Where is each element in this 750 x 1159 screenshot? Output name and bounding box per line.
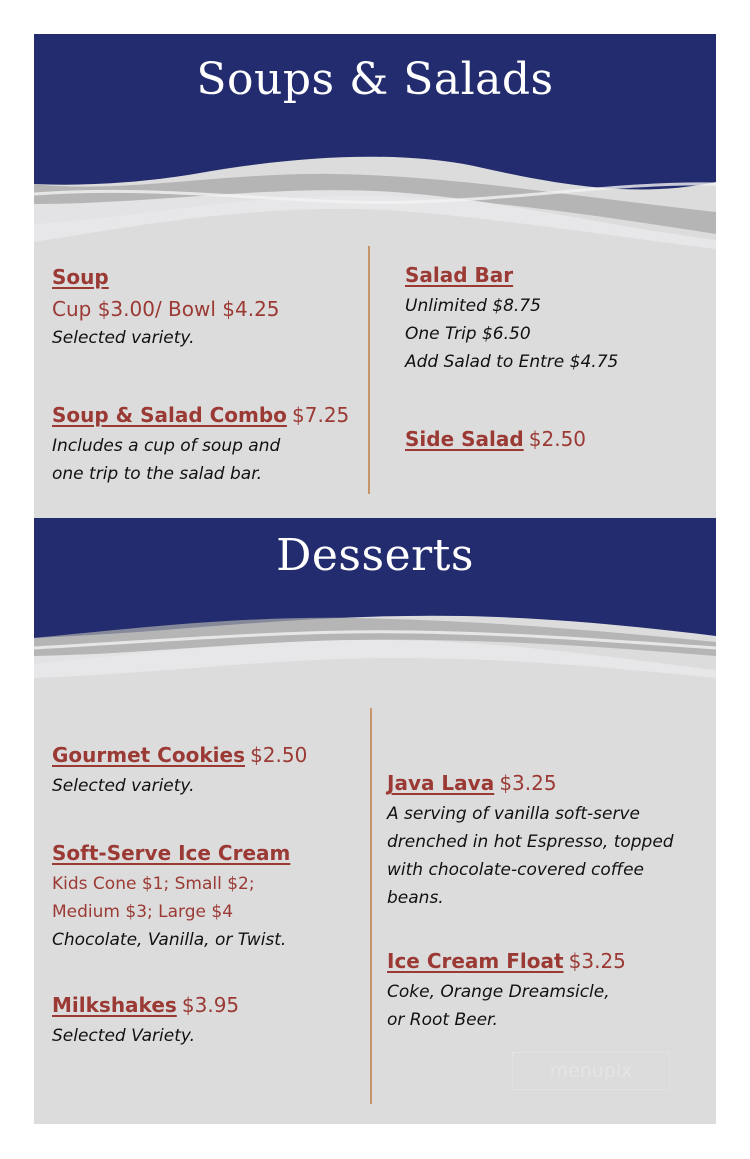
item-description: or Root Beer. xyxy=(387,1010,498,1030)
column-divider xyxy=(370,708,372,1104)
column-divider xyxy=(368,246,370,494)
soups-salads-section xyxy=(34,34,716,518)
item-price: $3.95 xyxy=(181,993,240,1017)
item-description: Chocolate, Vanilla, or Twist. xyxy=(52,930,287,950)
item-description: drenched in hot Espresso, topped xyxy=(387,832,674,852)
section-title: Desserts xyxy=(276,530,474,581)
menu-item-side-salad xyxy=(405,424,586,456)
item-name: Java Lava xyxy=(387,771,495,795)
item-name: Soup xyxy=(52,265,109,289)
item-name: Soft-Serve Ice Cream xyxy=(52,841,291,865)
item-description: Coke, Orange Dreamsicle, xyxy=(387,982,610,1002)
menupix-watermark: menupix xyxy=(512,1052,670,1090)
menu-item-gourmet-cookies xyxy=(52,740,307,800)
menu-item-salad-bar xyxy=(405,260,618,376)
desserts-section xyxy=(34,518,716,1124)
item-name: Milkshakes xyxy=(52,993,177,1017)
item-price: $2.50 xyxy=(528,427,587,451)
item-price-line: Medium $3; Large $4 xyxy=(52,902,234,922)
item-price: $3.25 xyxy=(499,771,557,795)
item-description: Add Salad to Entre $4.75 xyxy=(405,352,619,372)
item-name: Gourmet Cookies xyxy=(52,743,245,767)
menu-item-java-lava xyxy=(387,768,674,912)
item-price-line: Kids Cone $1; Small $2; xyxy=(52,874,255,894)
item-price-line: Cup $3.00/ Bowl $4.25 xyxy=(52,297,280,321)
menu-item-soft-serve xyxy=(52,838,290,954)
item-description: Includes a cup of soup and xyxy=(52,436,281,456)
item-description: Selected variety. xyxy=(52,776,195,796)
item-description: one trip to the salad bar. xyxy=(52,464,263,484)
item-description: One Trip $6.50 xyxy=(405,324,531,344)
item-description: Selected variety. xyxy=(52,328,195,348)
item-name: Soup & Salad Combo xyxy=(52,403,287,427)
item-price: $7.25 xyxy=(292,403,350,427)
menu-item-soup xyxy=(52,262,280,352)
item-price: $3.25 xyxy=(568,949,626,973)
menu-item-soup-salad-combo xyxy=(52,400,349,488)
item-price: $2.50 xyxy=(250,743,308,767)
item-name: Salad Bar xyxy=(405,263,514,287)
menu-item-ice-cream-float xyxy=(387,946,626,1034)
menu-item-milkshakes xyxy=(52,990,239,1050)
section-title: Soups & Salads xyxy=(196,54,554,105)
item-name: Side Salad xyxy=(405,427,524,451)
item-description: A serving of vanilla soft-serve xyxy=(387,804,640,824)
item-description: with chocolate-covered coffee xyxy=(387,860,644,880)
item-name: Ice Cream Float xyxy=(387,949,564,973)
item-description: Unlimited $8.75 xyxy=(405,296,541,316)
item-description: Selected Variety. xyxy=(52,1026,196,1046)
item-description: beans. xyxy=(387,888,444,908)
